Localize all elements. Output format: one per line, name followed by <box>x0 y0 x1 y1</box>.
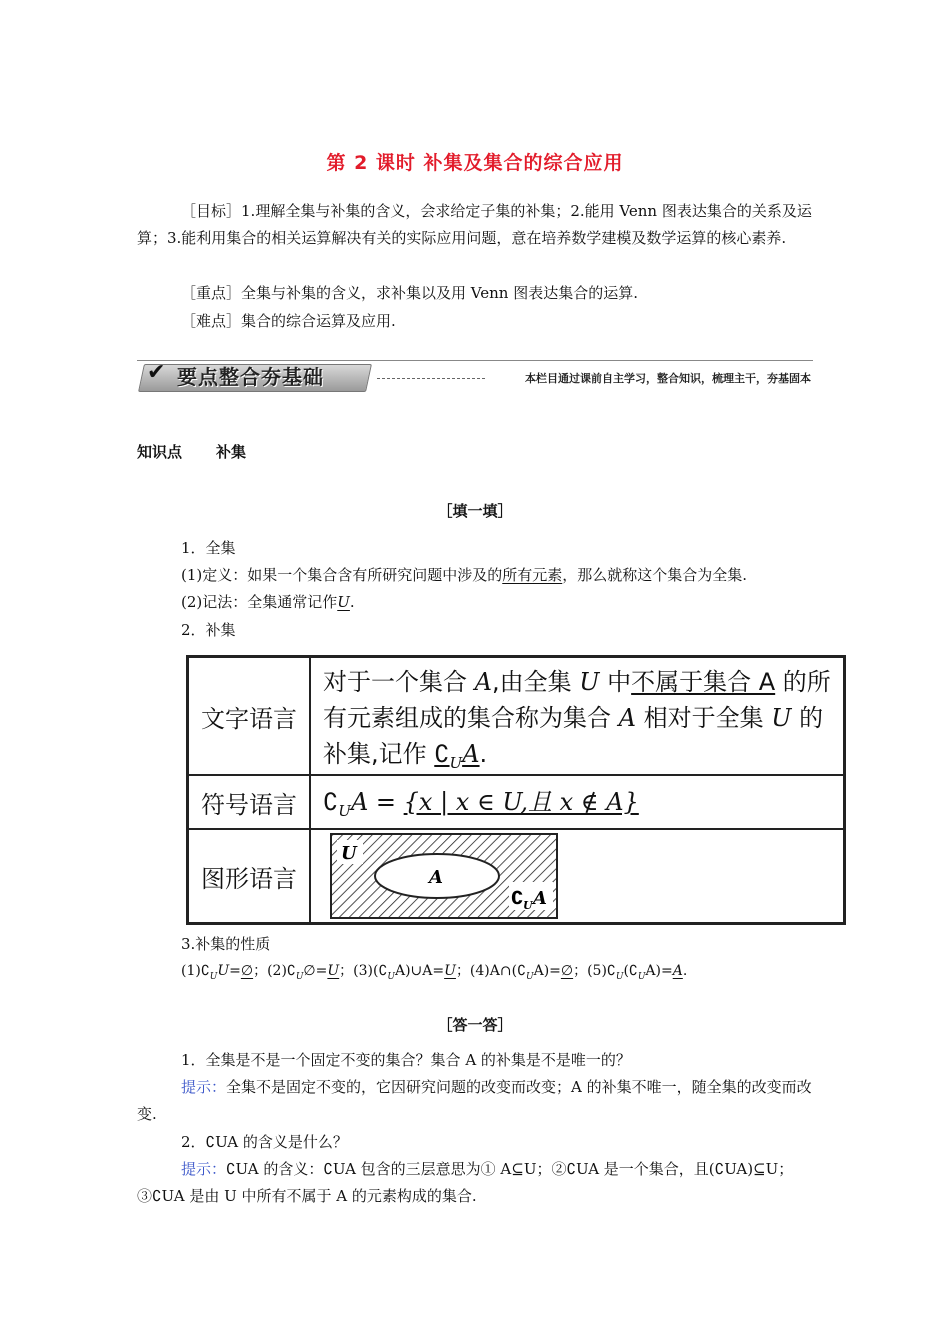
row1-sub: U <box>449 753 463 772</box>
definition-text-a: (1)定义：如果一个集合含有所研究问题中涉及的 <box>181 566 503 584</box>
complement-table <box>186 655 846 925</box>
complement-symbol: ∁ <box>434 740 450 768</box>
row1-f: 的补集,记作 <box>323 704 824 768</box>
prop-sub: U <box>615 971 624 982</box>
key-point-text: 全集与补集的含义，求补集以及用 Venn 图表达集合的运算. <box>241 284 638 302</box>
prop-sub: U <box>525 971 534 982</box>
prop-sub: U <box>295 971 304 982</box>
banner-top-rule <box>137 360 813 361</box>
notation-text-b: . <box>349 593 355 611</box>
knowledge-heading <box>137 441 246 462</box>
prop-seg: ；(3)(∁ <box>339 963 388 979</box>
properties-line <box>181 958 821 991</box>
prop-seg: A)∪A= <box>394 963 445 979</box>
venn-complement-sub: U <box>523 899 533 912</box>
row1-a: 对于一个集合 <box>323 668 475 696</box>
venn-complement-A: A <box>533 888 547 909</box>
table-row-text <box>189 658 843 776</box>
row-figure-content <box>311 830 843 922</box>
banner-dashed-line <box>377 378 485 379</box>
row1-end: . <box>479 740 488 768</box>
goals-paragraph <box>137 198 813 252</box>
venn-complement-symbol: ∁ <box>511 888 524 909</box>
checkmark-icon: ✔ <box>147 360 166 385</box>
row1-A3: A <box>462 740 480 768</box>
question-1: 1．全集是不是一个固定不变的集合？集合 A 的补集是不是唯一的？ <box>181 1051 631 1069</box>
page-title: 第 2 课时 补集及集合的综合应用 <box>326 152 624 174</box>
notation-underlined: U <box>337 593 350 611</box>
knowledge-label: 知识点 <box>137 443 183 461</box>
definition-text-b: ，那么就称这个集合为全集. <box>562 566 748 584</box>
row2-complement: ∁ <box>323 788 339 816</box>
prop-seg: ；(5)∁ <box>573 963 616 979</box>
row1-d: 的所有元素组成的集合称为集合 <box>323 668 831 732</box>
notation-text-a: (2)记法：全集通常记作 <box>181 593 338 611</box>
difficulty-paragraph <box>137 308 813 335</box>
fill-heading: ［填一填］ <box>437 502 513 520</box>
row1-U2: U <box>771 704 792 732</box>
definition-line <box>181 562 821 589</box>
table-row-figure <box>189 830 843 922</box>
prop-seg: ；(4)A∩(∁ <box>455 963 526 979</box>
prop-answer: ∅ <box>240 963 254 979</box>
prop-seg: (∁ <box>623 963 638 979</box>
qa-heading: ［答一答］ <box>437 1016 513 1034</box>
item1-title: 1．全集 <box>181 539 236 557</box>
row-symbol-head: 符号语言 <box>189 776 311 828</box>
prop-seg: (1)∁ <box>181 963 210 979</box>
prop-sub: U <box>637 971 646 982</box>
row1-underlined: 不属于集合 A <box>631 668 776 696</box>
row1-b: ,由全集 <box>491 668 580 696</box>
venn-label-U: U <box>341 843 357 864</box>
row1-A: A <box>474 668 492 696</box>
prop-seg: A)= <box>533 963 561 979</box>
difficulty-text: 集合的综合运算及应用. <box>241 312 396 330</box>
row2-sub: U <box>338 801 351 820</box>
difficulty-label: ［难点］ <box>181 312 242 330</box>
prop-seg: A)= <box>645 963 673 979</box>
prop-seg: ；(2)∁ <box>253 963 296 979</box>
row-text-content <box>311 658 843 774</box>
row2-A: A <box>350 788 369 816</box>
prop-answer: ∅ <box>560 963 574 979</box>
key-point-label: ［重点］ <box>181 284 242 302</box>
prop-sub: U <box>209 971 218 982</box>
row1-notation <box>434 740 480 772</box>
knowledge-topic: 补集 <box>216 443 247 461</box>
hint-label-2: 提示： <box>181 1160 227 1178</box>
prop-answer: U <box>444 963 456 979</box>
definition-underlined: 所有元素 <box>502 566 563 584</box>
row1-U: U <box>579 668 600 696</box>
answer-2 <box>137 1156 813 1210</box>
prop-answer: A <box>672 963 683 979</box>
row-symbol-content <box>311 776 843 828</box>
prop-answer: U <box>327 963 340 979</box>
answer-2-text: ∁UA 的含义：∁UA 包含的三层意思为① A⊆U；②∁UA 是一个集合，且(∁UA)⊆U；③∁UA 是由 U 中所有不属于 A 的元素构成的集合. <box>137 1160 794 1205</box>
row2-set: {x | x ∈ U,且 x ∉ A} <box>403 788 639 816</box>
venn-label-A: A <box>429 867 443 888</box>
section-banner <box>137 358 813 396</box>
answer-1-text: 全集不是固定不变的，它因研究问题的改变而改变；A 的补集不唯一，随全集的改变而改变. <box>137 1078 812 1123</box>
table-row-symbol <box>189 776 843 830</box>
question-2: 2．∁UA 的含义是什么？ <box>181 1133 348 1151</box>
prop-seg: U= <box>217 963 241 979</box>
properties-title: 3.补集的性质 <box>181 935 271 953</box>
notation-line <box>181 589 857 616</box>
banner-note: 本栏目通过课前自主学习，整合知识，梳理主干，夯基固本 <box>525 372 811 385</box>
answer-1 <box>137 1074 813 1128</box>
row-figure-head: 图形语言 <box>189 830 311 922</box>
prop-seg: ∅= <box>303 963 328 979</box>
prop-seg: . <box>682 963 688 979</box>
banner-title: 要点整合夯基础 <box>177 365 324 389</box>
hint-label-1: 提示： <box>181 1078 227 1096</box>
row1-A2: A <box>618 704 636 732</box>
goals-label: ［目标］ <box>181 202 242 220</box>
row2-eq: = <box>368 788 404 816</box>
prop-sub: U <box>387 971 395 982</box>
row-text-head: 文字语言 <box>189 658 311 774</box>
row1-e: 相对于全集 <box>635 704 772 732</box>
key-point-paragraph <box>137 280 813 307</box>
item2-title: 2．补集 <box>181 621 236 639</box>
goals-text: 1.理解全集与补集的含义，会求给定子集的补集；2.能用 Venn 图表达集合的关系及运算；3.能利用集合的相关运算解决有关的实际应用问题，意在培养数学建模及数学运算的核心素养. <box>137 202 812 247</box>
venn-diagram <box>327 830 567 922</box>
row1-c: 中 <box>599 668 632 696</box>
